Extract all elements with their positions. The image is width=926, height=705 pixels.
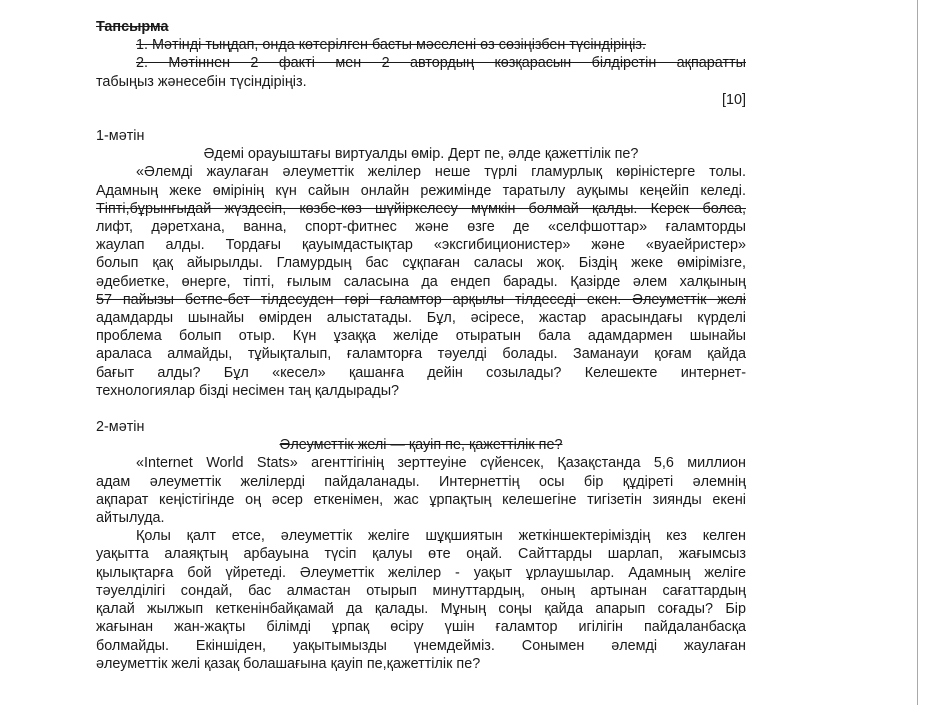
text1-line: «Әлемді жаулаған әлеуметтік желілер неше түрлі гламурлық көріністерге толы. [136,164,746,181]
text1-line: 57 пайызы бетпе-бет тілдесуден гөрі ғаламтор арқылы тілдеседі екен. Әлеуметтік желі [96,291,746,308]
text2-line: әлеуметтік желі қазақ болашағына қауіп пе,қажеттілік пе? [96,655,481,672]
text1-line: лифт, дәретхана, ванна, спорт-фитнес және өзге де «селфшоттар» ғаламторды [96,219,746,236]
task-item-2-line-2: табыңыз жәнесебін түсіндіріңіз. [96,73,307,90]
page-edge [917,0,918,705]
text2-line: Қолы қалт етсе, әлеуметтік желіге шұқшиятын жеткіншектеріміздің кез келген [136,528,746,545]
text1-line: болып қақ айырылды. Гламурдың бас сұқпаған саласы жоқ. Біздің жеке өмірімізге, [96,255,746,272]
text2-label: 2-мәтін [96,419,145,436]
text2-line: қалай жылжып кеткенінбайқамай да қалады. Мұның соңы қайда апарып соғады? Бір [96,601,746,618]
text2-line: уақытта алаяқтың арбауына түсіп қалуы өте оңай. Сайттарды шарлап, жағымсыз [96,546,746,563]
task-heading: Тапсырма [96,19,169,35]
text2-line: тәуелділігі сондай, бас алмастан отырып минуттардың, оның артынан сағаттардың [96,582,746,599]
text1-line: жаулап алды. Тордағы қауымдастықтар «эксгибиционистер» және «вуаейристер» [96,237,746,254]
text2-line: ақпарат кеңістігінде оң әсер еткенімен, жас ұрпақтың келешегіне тигізетін зиянды екені [96,491,746,508]
text2-line: жағынан жан-жақты білімді ұрпақ өсіру үшін ғаламтор игілігін пайдаланбасқа [96,619,746,636]
text2-title: Әлеуметтік желі — қауіп пе, қажеттілік пе? [279,437,563,454]
text1-line: бағыт алды? Бұл «кесел» қашанға дейін созылады? Келешекте интернет- [96,364,746,381]
document-body [96,18,746,673]
text2-line: айтылуда. [96,510,165,527]
text1-title: Әдемі орауыштағы виртуалды өмір. Дерт пе, әлде қажеттілік пе? [203,146,639,163]
text2-line: қылықтарға бой үйретеді. Әлеуметтік желілер - уақыт ұрлаушылар. Адамның желіге [96,564,746,581]
text1-line: әдебиетке, өнерге, тіпті, ғылым саласына да ендеп барады. Қазірде әлем халқының [96,273,746,290]
task-marks: [10] [721,91,746,108]
text2-line: болмайды. Екіншіден, уақытымызды үнемдейміз. Сонымен әлемді жаулаған [96,637,746,654]
text1-line: технологиялар бізді несімен таң қалдырады? [96,382,400,399]
text1-line: проблема болып отыр. Күн ұзаққа желіде отыратын бала адамдармен шынайы [96,328,746,345]
text1-line: адамдарды шынайы өмірден алыстатады. Бұл, әсіресе, жастар арасындағы күрделі [96,310,746,327]
text1-line: Адамның жеке өмірінің күн сайын онлайн режимінде таратылу ауқымы кеңейіп келеді. [96,182,746,199]
text2-line: адам әлеуметтік желілерді пайдаланады. Интернеттің осы бір құдіреті әлемнің [96,473,746,490]
task-item-2-line-1: 2. Мәтіннен 2 факті мен 2 автордың көзқарасын білдіретін ақпаратты [136,55,746,72]
text1-line: араласа алмайды, тұйықталып, ғаламторға тәуелді болады. Заманауи қоғам қайда [96,346,746,363]
text1-line: Тіпті,бұрынғыдай жүздесіп, көзбе-көз шүйіркелесу мүмкін болмай қалды. Керек болса, [96,200,746,217]
text1-label: 1-мәтін [96,128,145,145]
task-item-1: 1. Мәтінді тыңдап, онда көтерілген басты мәселені өз сөзіңізбен түсіндіріңіз. [136,37,647,54]
text2-line: «Internet World Stats» агенттігінің зерттеуіне сүйенсек, Қазақстанда 5,6 миллион [136,455,746,472]
